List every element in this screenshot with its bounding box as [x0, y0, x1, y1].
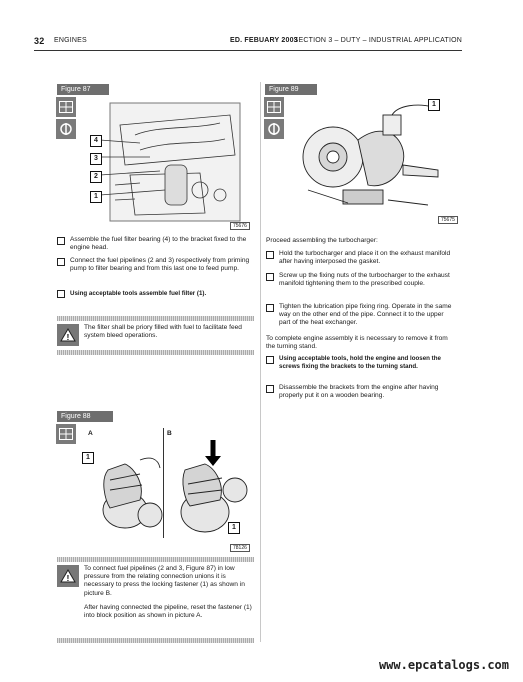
- tool-icon: [56, 119, 76, 139]
- step-checkbox: [266, 251, 274, 259]
- note-top-bar: [57, 316, 254, 321]
- turbo-step-2: Screw up the fixing nuts of the turbocharger to the exhaust manifold tightening them to the prescribed couple.: [279, 272, 450, 288]
- removal-step-1: Using acceptable tools, hold the engine and loosen the screws fixing the brackets to the turning stand.: [279, 355, 441, 371]
- callout-1: 1: [428, 99, 440, 111]
- warning-triangle-icon: [57, 565, 79, 587]
- figure89-illustration: [288, 95, 458, 220]
- callout-2: 2: [90, 171, 102, 183]
- note-bottom-bar: [57, 638, 254, 643]
- step-checkbox: [266, 304, 274, 312]
- figure88-code: 78126: [230, 544, 250, 552]
- callout-1: 1: [228, 522, 240, 534]
- figure88-title: Figure 88: [57, 411, 113, 422]
- assembly-grid-icon: [264, 97, 284, 117]
- turbo-step-3: Tighten the lubrication pipe fixing ring. Operate in the same way on the other end of the pipe. Connect it to the upper part of the heat exchanger.: [279, 303, 452, 327]
- step-checkbox: [57, 237, 65, 245]
- assembly-grid-icon: [56, 424, 76, 444]
- removal-step-2: Disassemble the brackets from the engine after having properly put it on a wooden bearing.: [279, 384, 439, 400]
- tool-icon: [264, 119, 284, 139]
- figure89-title: Figure 89: [265, 84, 317, 95]
- section-right: SECTION 3 – DUTY – INDUSTRIAL APPLICATION: [293, 37, 462, 44]
- picture-a-label: A: [88, 430, 93, 437]
- step-checkbox: [266, 273, 274, 281]
- figure88-illustration: [80, 440, 255, 540]
- watermark: www.epcatalogs.com: [378, 658, 509, 672]
- svg-text:!: !: [66, 333, 70, 342]
- fig87-step-1: Assemble the fuel filter bearing (4) to the bracket fixed to the engine head.: [70, 236, 247, 252]
- note-bottom-bar: [57, 350, 254, 355]
- warning-triangle-icon: [57, 324, 79, 346]
- step-checkbox: [266, 385, 274, 393]
- callout-1: 1: [90, 191, 102, 203]
- turbo-intro: Proceed assembling the turbocharger:: [266, 237, 378, 244]
- step-checkbox: [266, 356, 274, 364]
- page-number: 32: [34, 36, 45, 46]
- section-left: ENGINES: [54, 37, 87, 44]
- figure89-code: 75675: [438, 216, 458, 224]
- svg-text:!: !: [66, 574, 70, 583]
- callout-4: 4: [90, 135, 102, 147]
- fig87-note: The filter shall be priory filled with fuel to facilitate feed system bleed operations.: [84, 324, 242, 340]
- page-header: [34, 36, 462, 50]
- fig87-step-2: Connect the fuel pipelines (2 and 3) respectively from priming pump to filter bearing and from this last one to feed pump.: [70, 257, 250, 273]
- callout-1: 1: [82, 452, 94, 464]
- note-top-bar: [57, 557, 254, 562]
- fig88-note-p1: To connect fuel pipelines (2 and 3, Figure 87) in low pressure from the relating connection unions it is necessary to press the locking fastener (1) as shown in picture B.: [84, 565, 245, 597]
- step-checkbox: [57, 258, 65, 266]
- fig87-step-3: Using acceptable tools assemble fuel filter (1).: [70, 290, 207, 297]
- fig88-note-p2: After having connected the pipeline, reset the fastener (1) into block position as shown in picture A.: [84, 604, 252, 620]
- figure87-illustration: [80, 95, 252, 235]
- figure87-code: 75676: [230, 222, 250, 230]
- figure87-title: Figure 87: [57, 84, 109, 95]
- step-checkbox: [57, 290, 65, 298]
- header-rule: [34, 50, 462, 51]
- removal-paragraph: To complete engine assembly it is necessary to remove it from the turning stand.: [266, 335, 448, 351]
- turbo-step-1: Hold the turbocharger and place it on the exhaust manifold after having interposed the gasket.: [279, 250, 451, 266]
- callout-3: 3: [90, 153, 102, 165]
- edition-label: ED. FEBUARY 2003: [230, 37, 298, 44]
- assembly-grid-icon: [56, 97, 76, 117]
- column-divider: [260, 82, 261, 642]
- picture-b-label: B: [167, 430, 172, 437]
